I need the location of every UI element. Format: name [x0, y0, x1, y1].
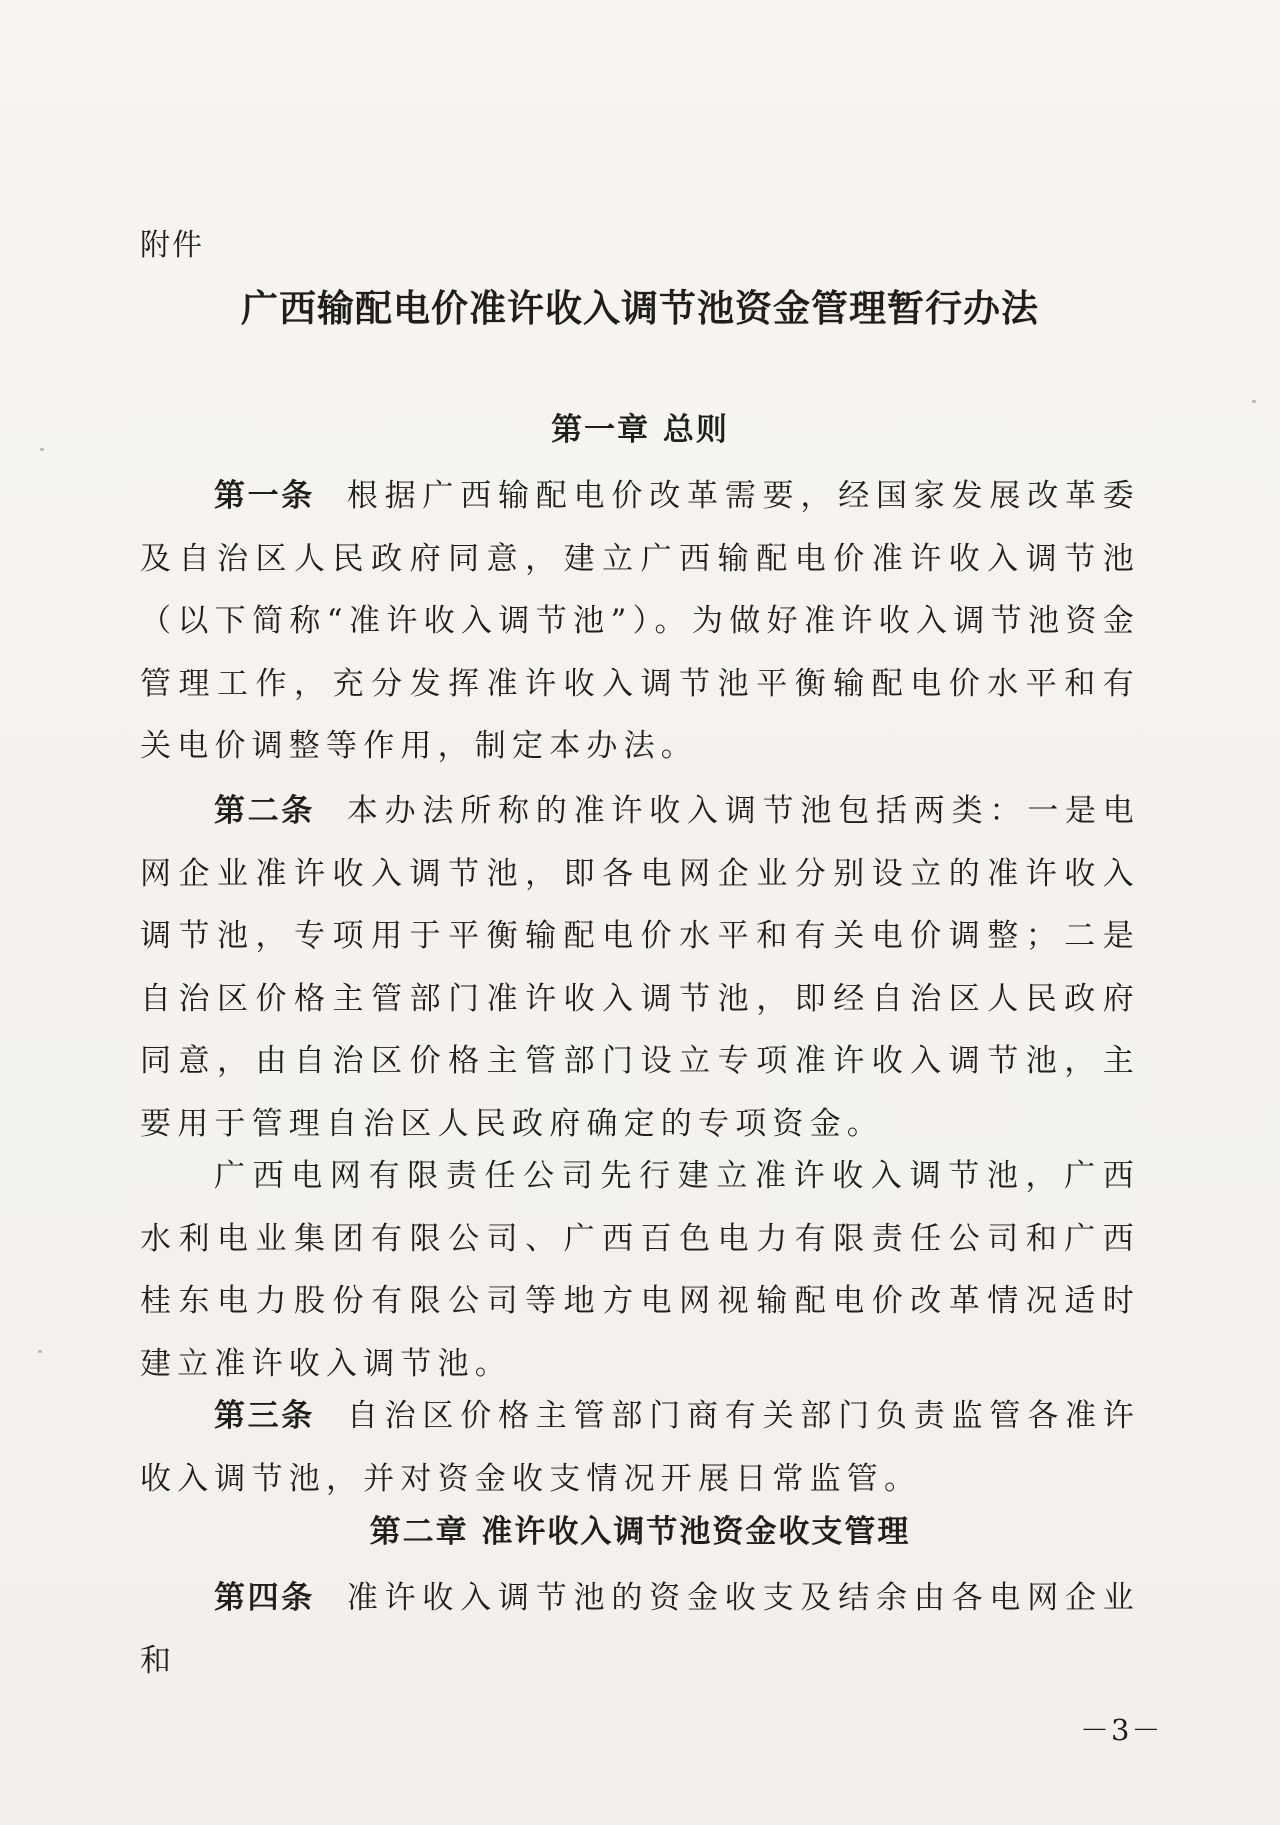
article-2-label: 第二条 [214, 793, 315, 829]
paper-speck [38, 1350, 42, 1353]
article-2-continuation-text: 广西电网有限责任公司先行建立准许收入调节池，广西水利电业集团有限公司、广西百色电力有限责任公司和广西桂东电力股份有限公司等地方电网视输配电价改革情况适时建立准许收入调节池。 [140, 1158, 1140, 1382]
article-1-paragraph [140, 465, 1140, 778]
chapter-1-title: 第一章 总则 [551, 412, 729, 448]
article-2-paragraph [140, 780, 1140, 1155]
article-4-paragraph [140, 1567, 1141, 1679]
document-title: 广西输配电价准许收入调节池资金管理暂行办法 [241, 286, 1039, 330]
article-3-text: 自治区价格主管部门商有关部门负责监管各准许收入调节池，并对资金收支情况开展日常监管。 [140, 1398, 1141, 1497]
article-2-continuation-paragraph [140, 1145, 1140, 1395]
paper-speck [1252, 400, 1256, 403]
article-4-text: 准许收入调节池的资金收支及结余由各电网企业和 [140, 1580, 1141, 1679]
attachment-label: 附件 [140, 228, 204, 263]
page-number: －3－ [1080, 1713, 1163, 1747]
article-3-label: 第三条 [214, 1398, 315, 1434]
article-1-label: 第一条 [214, 478, 315, 514]
article-1-text: 根据广西输配电价改革需要，经国家发展改革委及自治区人民政府同意，建立广西输配电价准许收入调节池（以下简称“准许收入调节池”）。为做好准许收入调节池资金管理工作，充分发挥准许收入调节池平衡输配电价水平和有关电价调整等作用，制定本办法。 [140, 478, 1141, 764]
article-3-paragraph [140, 1385, 1140, 1510]
chapter-2-title: 第二章 准许收入调节池资金收支管理 [369, 1514, 911, 1550]
article-2-text: 本办法所称的准许收入调节池包括两类：一是电网企业准许收入调节池，即各电网企业分别设立的准许收入调节池，专项用于平衡输配电价水平和有关电价调整；二是自治区价格主管部门准许收入调节池，即经自治区人民政府同意，由自治区价格主管部门设立专项准许收入调节池，主要用于管理自治区人民政府确定的专项资金。 [140, 793, 1141, 1142]
article-4-label: 第四条 [214, 1580, 315, 1616]
paper-speck [40, 448, 44, 451]
